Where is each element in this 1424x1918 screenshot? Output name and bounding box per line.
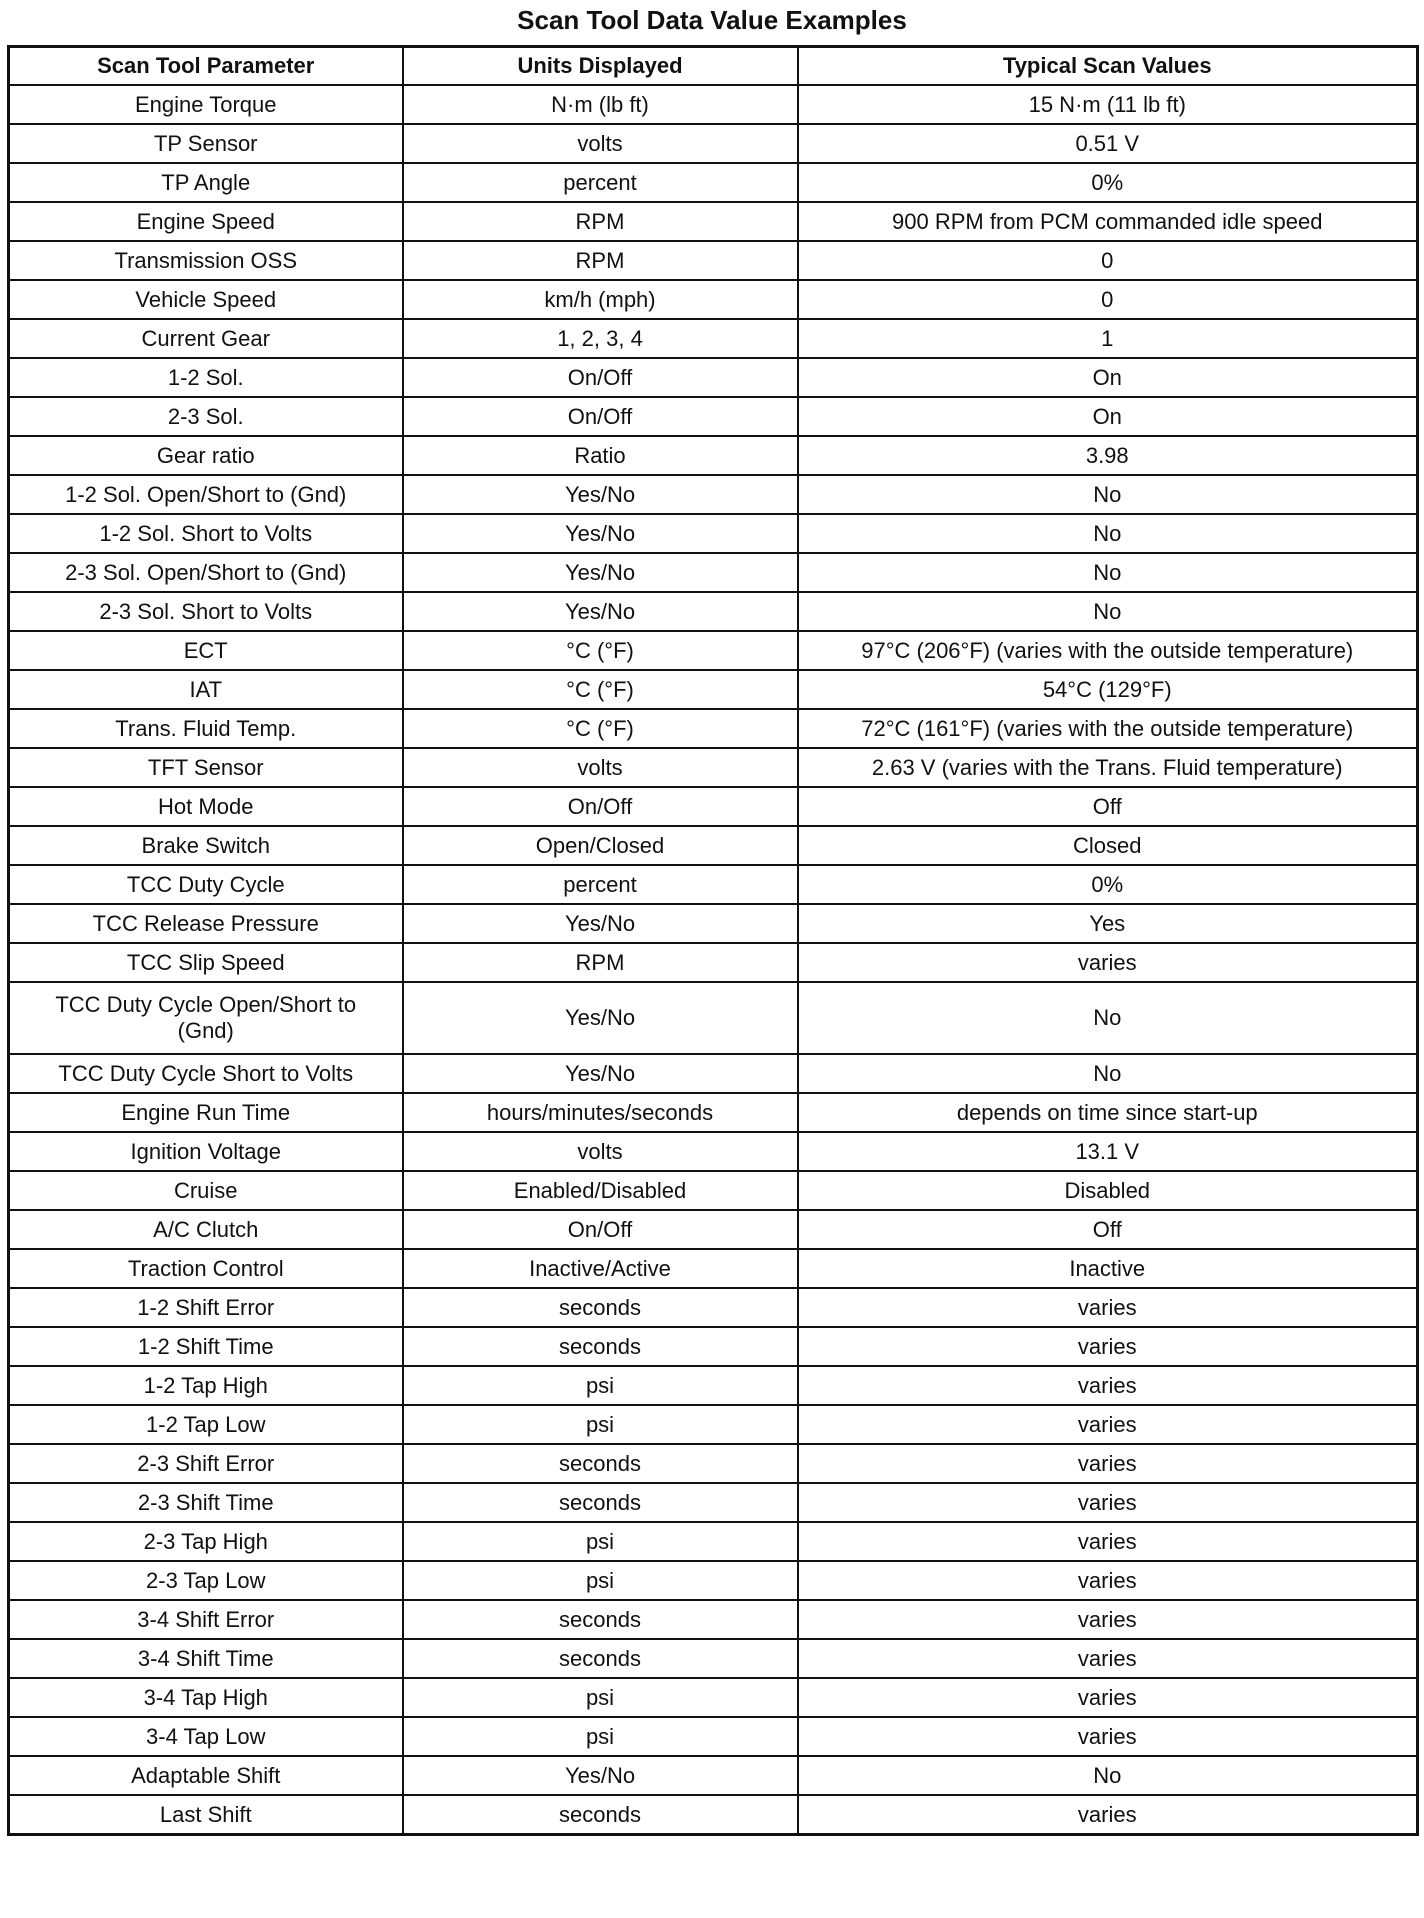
cell-parameter: 3-4 Shift Error [9, 1600, 403, 1639]
cell-units: RPM [403, 241, 798, 280]
cell-parameter: TP Angle [9, 163, 403, 202]
header-typical-scan-values: Typical Scan Values [798, 47, 1418, 86]
cell-typical-value: 97°C (206°F) (varies with the outside temperature) [798, 631, 1418, 670]
cell-units: °C (°F) [403, 670, 798, 709]
table-row [9, 280, 1418, 319]
cell-units: volts [403, 124, 798, 163]
cell-units: Yes/No [403, 904, 798, 943]
table-row [9, 709, 1418, 748]
table-row [9, 1795, 1418, 1835]
cell-parameter: IAT [9, 670, 403, 709]
table-row [9, 1756, 1418, 1795]
table-row [9, 163, 1418, 202]
table-row [9, 787, 1418, 826]
cell-parameter: Adaptable Shift [9, 1756, 403, 1795]
cell-units: Yes/No [403, 553, 798, 592]
cell-units: psi [403, 1561, 798, 1600]
table-header-row [9, 47, 1418, 86]
cell-typical-value: No [798, 982, 1418, 1054]
cell-parameter: 1-2 Shift Time [9, 1327, 403, 1366]
table-row [9, 1132, 1418, 1171]
table-row [9, 475, 1418, 514]
cell-typical-value: varies [798, 1288, 1418, 1327]
cell-units: seconds [403, 1639, 798, 1678]
cell-typical-value: 15 N·m (11 lb ft) [798, 85, 1418, 124]
cell-units: seconds [403, 1600, 798, 1639]
cell-parameter: TCC Duty Cycle Short to Volts [9, 1054, 403, 1093]
cell-typical-value: 2.63 V (varies with the Trans. Fluid temperature) [798, 748, 1418, 787]
table-row [9, 592, 1418, 631]
cell-parameter: Ignition Voltage [9, 1132, 403, 1171]
table-row [9, 1483, 1418, 1522]
cell-units: seconds [403, 1795, 798, 1835]
cell-parameter: ECT [9, 631, 403, 670]
cell-typical-value: No [798, 1756, 1418, 1795]
table-row [9, 202, 1418, 241]
cell-units: psi [403, 1717, 798, 1756]
cell-units: percent [403, 163, 798, 202]
cell-parameter: 2-3 Sol. Short to Volts [9, 592, 403, 631]
table-row [9, 1639, 1418, 1678]
table-row [9, 1054, 1418, 1093]
cell-parameter: 2-3 Sol. Open/Short to (Gnd) [9, 553, 403, 592]
cell-typical-value: Off [798, 1210, 1418, 1249]
table-row [9, 631, 1418, 670]
cell-parameter: 1-2 Sol. Open/Short to (Gnd) [9, 475, 403, 514]
cell-parameter: 3-4 Tap Low [9, 1717, 403, 1756]
cell-typical-value: varies [798, 1795, 1418, 1835]
cell-parameter: Cruise [9, 1171, 403, 1210]
cell-units: On/Off [403, 397, 798, 436]
table-body [9, 85, 1418, 1835]
table-row [9, 124, 1418, 163]
table-row [9, 943, 1418, 982]
cell-typical-value: depends on time since start-up [798, 1093, 1418, 1132]
table-row [9, 1522, 1418, 1561]
table-row [9, 1249, 1418, 1288]
table-row [9, 1327, 1418, 1366]
cell-typical-value: No [798, 1054, 1418, 1093]
cell-units: psi [403, 1678, 798, 1717]
cell-typical-value: 54°C (129°F) [798, 670, 1418, 709]
cell-parameter: Brake Switch [9, 826, 403, 865]
cell-units: On/Off [403, 787, 798, 826]
cell-units: On/Off [403, 1210, 798, 1249]
cell-parameter: Engine Speed [9, 202, 403, 241]
cell-typical-value: varies [798, 1366, 1418, 1405]
cell-typical-value: varies [798, 1327, 1418, 1366]
table-row [9, 1288, 1418, 1327]
cell-units: Inactive/Active [403, 1249, 798, 1288]
cell-parameter: Engine Run Time [9, 1093, 403, 1132]
table-row [9, 1405, 1418, 1444]
cell-units: volts [403, 1132, 798, 1171]
table-row [9, 553, 1418, 592]
cell-typical-value: Disabled [798, 1171, 1418, 1210]
cell-units: Yes/No [403, 1054, 798, 1093]
cell-parameter: Hot Mode [9, 787, 403, 826]
cell-typical-value: 13.1 V [798, 1132, 1418, 1171]
cell-typical-value: No [798, 553, 1418, 592]
table-row [9, 1210, 1418, 1249]
cell-parameter: TFT Sensor [9, 748, 403, 787]
cell-typical-value: varies [798, 1405, 1418, 1444]
cell-parameter: 1-2 Shift Error [9, 1288, 403, 1327]
table-row [9, 1444, 1418, 1483]
cell-units: seconds [403, 1327, 798, 1366]
table-row [9, 748, 1418, 787]
cell-parameter: TCC Duty Cycle [9, 865, 403, 904]
table-row [9, 982, 1418, 1054]
cell-units: volts [403, 748, 798, 787]
cell-units: °C (°F) [403, 709, 798, 748]
cell-parameter: 1-2 Tap Low [9, 1405, 403, 1444]
table-row [9, 1366, 1418, 1405]
cell-units: Yes/No [403, 982, 798, 1054]
cell-units: seconds [403, 1288, 798, 1327]
table-row [9, 319, 1418, 358]
cell-units: Yes/No [403, 592, 798, 631]
cell-typical-value: 0 [798, 241, 1418, 280]
table-row [9, 397, 1418, 436]
cell-parameter: A/C Clutch [9, 1210, 403, 1249]
cell-units: psi [403, 1366, 798, 1405]
table-row [9, 1171, 1418, 1210]
cell-parameter: Transmission OSS [9, 241, 403, 280]
table-row [9, 670, 1418, 709]
cell-typical-value: 1 [798, 319, 1418, 358]
cell-typical-value: 72°C (161°F) (varies with the outside temperature) [798, 709, 1418, 748]
cell-typical-value: 0% [798, 163, 1418, 202]
cell-typical-value: varies [798, 1717, 1418, 1756]
cell-parameter: Vehicle Speed [9, 280, 403, 319]
cell-parameter: Engine Torque [9, 85, 403, 124]
cell-units: Yes/No [403, 475, 798, 514]
cell-typical-value: varies [798, 1444, 1418, 1483]
cell-typical-value: varies [798, 1600, 1418, 1639]
cell-parameter: Gear ratio [9, 436, 403, 475]
cell-typical-value: Closed [798, 826, 1418, 865]
cell-units: Open/Closed [403, 826, 798, 865]
table-row [9, 436, 1418, 475]
cell-typical-value: varies [798, 1639, 1418, 1678]
cell-parameter: Current Gear [9, 319, 403, 358]
table-row [9, 514, 1418, 553]
cell-units: hours/minutes/seconds [403, 1093, 798, 1132]
table-row [9, 1561, 1418, 1600]
table-row [9, 85, 1418, 124]
cell-typical-value: On [798, 397, 1418, 436]
cell-typical-value: No [798, 475, 1418, 514]
cell-parameter: Traction Control [9, 1249, 403, 1288]
table-row [9, 358, 1418, 397]
cell-parameter: 2-3 Shift Error [9, 1444, 403, 1483]
cell-parameter: TCC Release Pressure [9, 904, 403, 943]
cell-parameter: 1-2 Sol. Short to Volts [9, 514, 403, 553]
cell-units: seconds [403, 1444, 798, 1483]
cell-typical-value: 0.51 V [798, 124, 1418, 163]
cell-typical-value: 3.98 [798, 436, 1418, 475]
cell-parameter: TCC Duty Cycle Open/Short to (Gnd) [9, 982, 403, 1054]
cell-typical-value: No [798, 514, 1418, 553]
cell-units: km/h (mph) [403, 280, 798, 319]
cell-units: 1, 2, 3, 4 [403, 319, 798, 358]
cell-typical-value: Inactive [798, 1249, 1418, 1288]
cell-typical-value: No [798, 592, 1418, 631]
cell-typical-value: varies [798, 1483, 1418, 1522]
table-row [9, 1093, 1418, 1132]
table-row [9, 1717, 1418, 1756]
cell-typical-value: 0 [798, 280, 1418, 319]
cell-parameter: TCC Slip Speed [9, 943, 403, 982]
cell-parameter: 2-3 Tap High [9, 1522, 403, 1561]
cell-units: Enabled/Disabled [403, 1171, 798, 1210]
cell-units: N·m (lb ft) [403, 85, 798, 124]
cell-typical-value: varies [798, 1678, 1418, 1717]
table-row [9, 904, 1418, 943]
table-row [9, 1600, 1418, 1639]
cell-parameter: 2-3 Tap Low [9, 1561, 403, 1600]
cell-typical-value: varies [798, 943, 1418, 982]
header-units-displayed: Units Displayed [403, 47, 798, 86]
cell-units: Yes/No [403, 514, 798, 553]
cell-units: On/Off [403, 358, 798, 397]
cell-parameter: Trans. Fluid Temp. [9, 709, 403, 748]
cell-units: Ratio [403, 436, 798, 475]
cell-typical-value: 900 RPM from PCM commanded idle speed [798, 202, 1418, 241]
cell-parameter: 3-4 Tap High [9, 1678, 403, 1717]
cell-units: RPM [403, 943, 798, 982]
cell-parameter: 2-3 Shift Time [9, 1483, 403, 1522]
cell-parameter: 1-2 Tap High [9, 1366, 403, 1405]
cell-units: psi [403, 1522, 798, 1561]
cell-units: °C (°F) [403, 631, 798, 670]
cell-units: RPM [403, 202, 798, 241]
cell-typical-value: Yes [798, 904, 1418, 943]
cell-parameter: 2-3 Sol. [9, 397, 403, 436]
table-row [9, 241, 1418, 280]
table-row [9, 865, 1418, 904]
cell-units: seconds [403, 1483, 798, 1522]
cell-parameter: Last Shift [9, 1795, 403, 1835]
scan-data-table [7, 45, 1419, 1836]
table-row [9, 826, 1418, 865]
cell-parameter: 3-4 Shift Time [9, 1639, 403, 1678]
page-title: Scan Tool Data Value Examples [517, 5, 907, 35]
cell-typical-value: On [798, 358, 1418, 397]
cell-typical-value: varies [798, 1561, 1418, 1600]
cell-typical-value: Off [798, 787, 1418, 826]
cell-typical-value: 0% [798, 865, 1418, 904]
table-row [9, 1678, 1418, 1717]
cell-parameter: 1-2 Sol. [9, 358, 403, 397]
cell-units: Yes/No [403, 1756, 798, 1795]
cell-parameter: TP Sensor [9, 124, 403, 163]
cell-units: psi [403, 1405, 798, 1444]
cell-units: percent [403, 865, 798, 904]
cell-typical-value: varies [798, 1522, 1418, 1561]
header-scan-tool-parameter: Scan Tool Parameter [9, 47, 403, 86]
